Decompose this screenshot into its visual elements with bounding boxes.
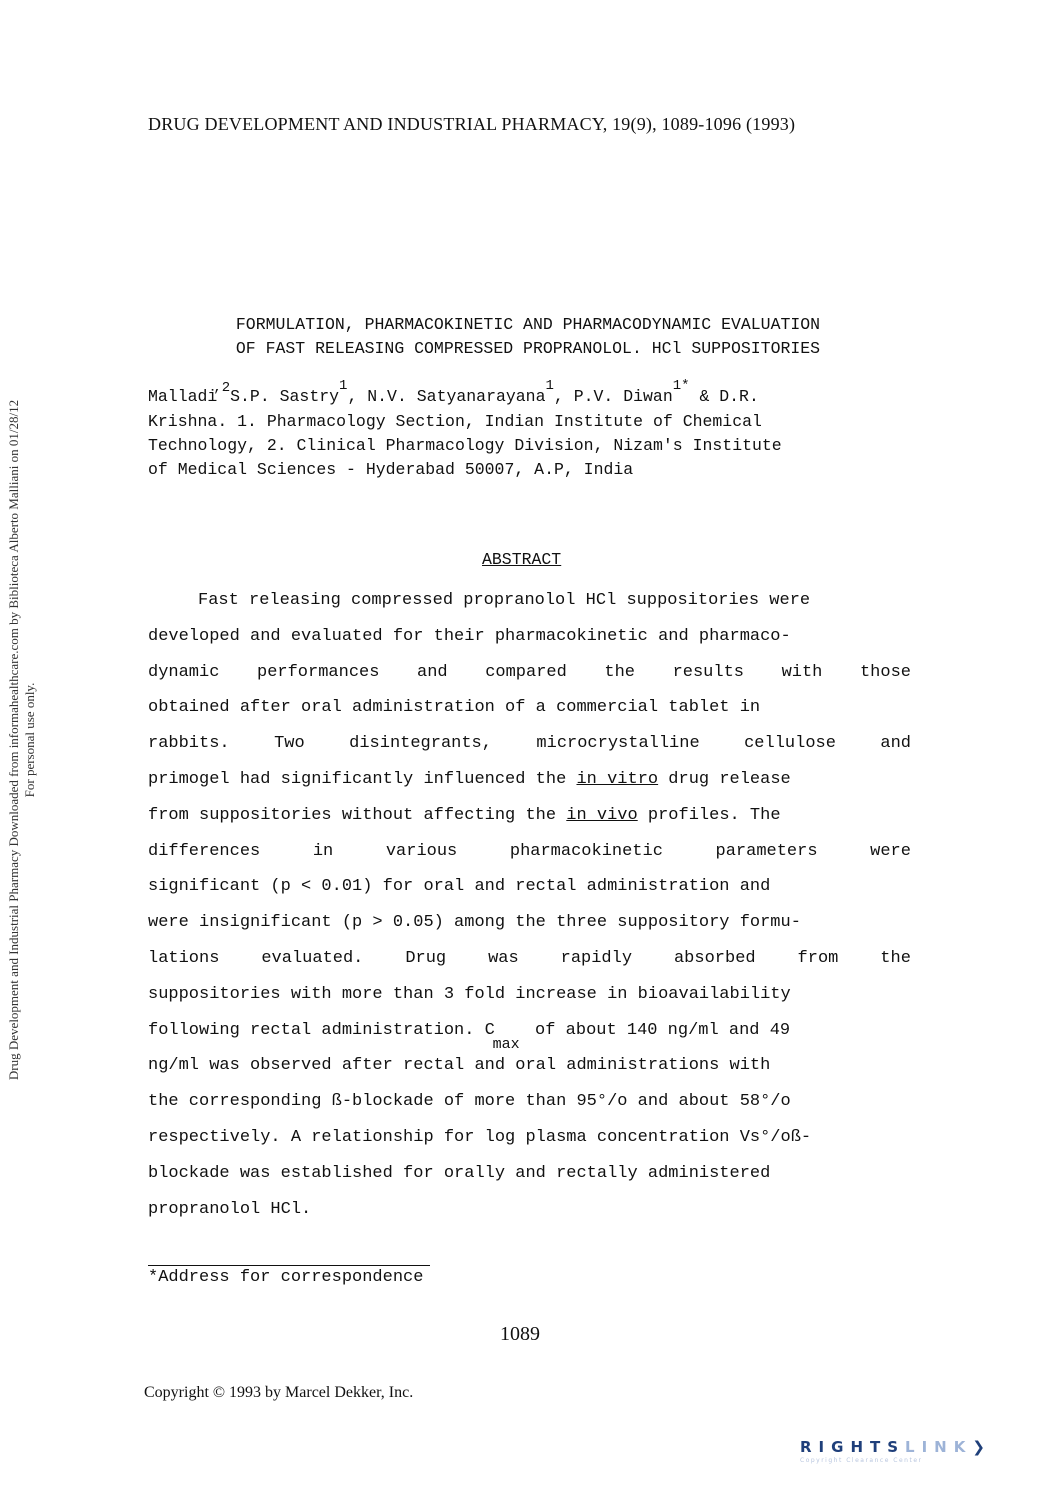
abstract-line: [148, 1048, 911, 1084]
abstract-word: with: [781, 662, 823, 682]
author-name: & D.R.: [689, 387, 759, 406]
footnote: *Address for correspondence: [148, 1268, 424, 1287]
abstract-word: the: [880, 948, 911, 968]
abstract-line: [148, 655, 911, 691]
abstract-word: results: [672, 662, 744, 682]
journal-header: DRUG DEVELOPMENT AND INDUSTRIAL PHARMACY, 19(9), 1089-1096 (1993): [148, 114, 796, 134]
abstract-word: compared: [485, 662, 567, 682]
rightslink-tagline: Copyright Clearance Center: [800, 1457, 923, 1464]
rightslink-word-dark: RIGHTS: [800, 1438, 906, 1456]
abstract-line: [148, 1013, 911, 1053]
abstract-word: performances: [257, 662, 380, 682]
abstract-text: developed and evaluated for their pharmacokinetic and pharmaco-: [148, 626, 791, 646]
abstract-text: the corresponding ß-blockade of more than 95°/o and about 58°/o: [148, 1092, 791, 1112]
abstract-line: [148, 1192, 911, 1228]
rightslink-logo[interactable]: [800, 1438, 1032, 1474]
abstract-line: [148, 1084, 911, 1120]
affiliation-text: of Medical Sciences - Hyderabad 50007, A.P, India: [148, 460, 634, 479]
abstract-word: pharmacokinetic: [509, 841, 663, 861]
footnote-divider: [148, 1265, 430, 1266]
abstract-word: Two: [274, 734, 305, 754]
affiliation-marker: 1: [545, 378, 554, 394]
abstract-heading: ABSTRACT: [482, 550, 562, 569]
abstract-text: primogel had significantly influenced the: [148, 769, 577, 789]
watermark-line-1: Drug Development and Industrial Pharmacy Downloaded from informahealthcare.com by Biblioteca Alberto Malliani on 01/28/12: [6, 399, 21, 1081]
abstract-text: propranolol HCl.: [148, 1199, 312, 1219]
abstract-line: [148, 1156, 911, 1192]
abstract-text: ng/ml was observed after rectal and oral administrations with: [148, 1056, 771, 1076]
abstract-word: was: [488, 948, 519, 968]
abstract-text: significant (p < 0.01) for oral and rectal administration and: [148, 877, 771, 897]
affiliation-marker: 1: [339, 378, 348, 394]
abstract-word: and: [880, 734, 911, 754]
title-line-2: OF FAST RELEASING COMPRESSED PROPRANOLOL. HCl SUPPOSITORIES: [235, 339, 821, 358]
cmax-subscript: max: [492, 1035, 520, 1053]
abstract-word: evaluated.: [261, 948, 364, 968]
cmax-letter: C: [484, 1020, 495, 1040]
abstract-word: differences: [148, 841, 261, 861]
author-name: , P.V. Diwan: [553, 387, 673, 406]
abstract-word: rabbits.: [148, 734, 230, 754]
abstract-word: the: [604, 662, 635, 682]
abstract-text: from suppositories without affecting the: [148, 805, 567, 825]
abstract-word: absorbed: [673, 948, 756, 968]
rightslink-arrow-icon: ❯: [972, 1438, 992, 1456]
rightslink-word-light: LINK: [905, 1438, 973, 1456]
abstract-text: were insignificant (p > 0.05) among the three suppository formu-: [148, 913, 801, 933]
abstract-text: of about 140 ng/ml and 49: [524, 1020, 791, 1040]
title-line-1: FORMULATION, PHARMACOKINETIC AND PHARMACODYNAMIC EVALUATION: [235, 315, 821, 334]
abstract-text: blockade was established for orally and rectally administered: [148, 1163, 771, 1183]
abstract-word: microcrystalline: [536, 734, 700, 754]
abstract-word: rapidly: [560, 948, 633, 968]
author-sub-mark: ,2: [213, 380, 231, 396]
abstract-line: [148, 905, 911, 941]
emphasis-term: in vivo: [566, 805, 638, 825]
abstract-word: and: [417, 662, 448, 682]
abstract-word: parameters: [715, 841, 818, 861]
affiliation-marker: 1*: [672, 378, 690, 394]
abstract-line: [148, 726, 911, 762]
author-name: S.P. Sastry: [230, 387, 340, 406]
emphasis-term: in vitro: [576, 769, 659, 789]
abstract-word: were: [870, 841, 911, 861]
abstract-text: profiles. The: [637, 805, 781, 825]
article-title: [148, 313, 908, 361]
author-block: [148, 378, 928, 482]
abstract-word: cellulose: [744, 734, 836, 754]
abstract-word: disintegrants,: [349, 734, 492, 754]
abstract-word: Drug: [405, 948, 447, 968]
abstract-line: [148, 941, 911, 977]
abstract-text: drug release: [658, 769, 791, 789]
author-name: Malladi: [148, 387, 218, 406]
abstract-word: dynamic: [148, 662, 220, 682]
watermark-line-2: For personal use only.: [22, 682, 37, 798]
abstract-word: from: [797, 948, 839, 968]
abstract-line: [148, 690, 911, 726]
abstract-line: [148, 977, 911, 1013]
affiliation-text: Technology, 2. Clinical Pharmacology Division, Nizam's Institute: [148, 436, 782, 455]
abstract-line: [148, 619, 911, 655]
abstract-text: suppositories with more than 3 fold increase in bioavailability: [148, 984, 791, 1004]
abstract-body: [148, 583, 911, 1227]
affiliation-text: . 1. Pharmacology Section, Indian Institute of Chemical: [217, 412, 762, 431]
abstract-line: [148, 583, 911, 619]
abstract-line: [148, 869, 911, 905]
abstract-line: [148, 834, 911, 870]
abstract-word: lations: [148, 948, 220, 968]
copyright-notice: Copyright © 1993 by Marcel Dekker, Inc.: [144, 1384, 414, 1401]
abstract-line: [148, 762, 911, 798]
abstract-line: [148, 798, 911, 834]
abstract-text: following rectal administration.: [148, 1020, 485, 1040]
abstract-text: obtained after oral administration of a commercial tablet in: [148, 698, 761, 718]
abstract-text: respectively. A relationship for log plasma concentration Vs°/oß-: [148, 1127, 812, 1147]
abstract-word: those: [859, 662, 911, 682]
author-name: , N.V. Satyanarayana: [347, 387, 546, 406]
abstract-text: Fast releasing compressed propranolol HCl suppositories were: [198, 591, 811, 610]
cmax-symbol: [484, 1013, 520, 1053]
abstract-word: in: [312, 841, 334, 861]
abstract-word: various: [385, 841, 458, 861]
author-name: Krishna: [148, 412, 218, 431]
page-number: 1089: [500, 1323, 540, 1345]
abstract-line: [148, 1120, 911, 1156]
